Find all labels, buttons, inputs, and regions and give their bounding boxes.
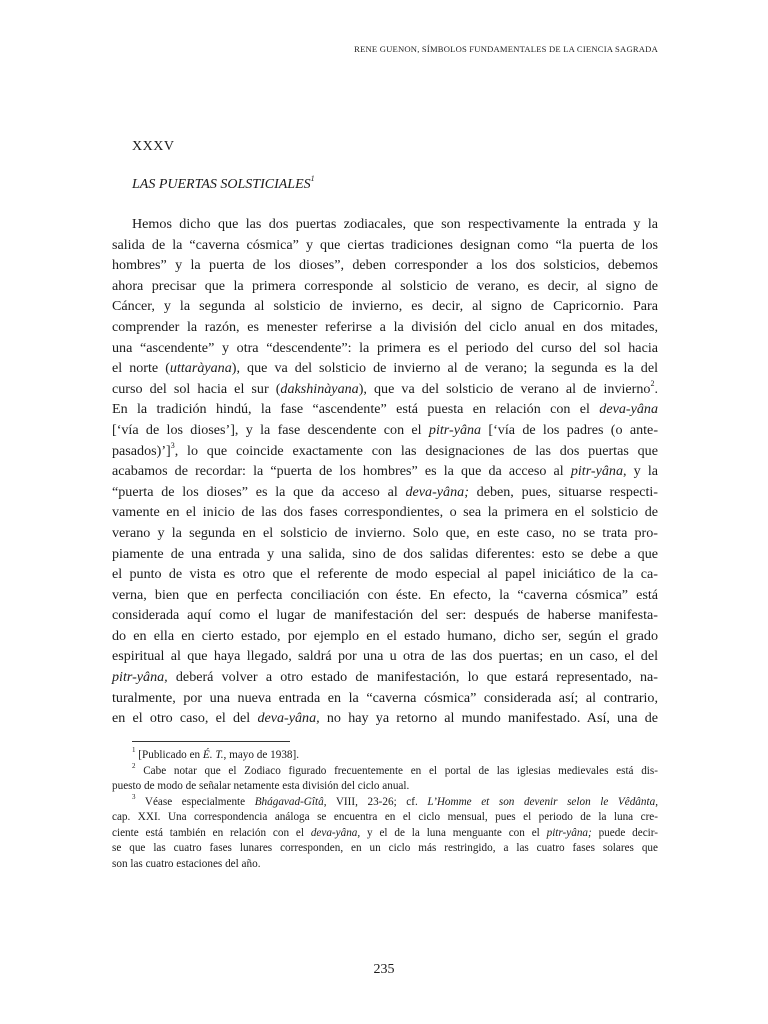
footnote-line: se que las cuatro fases lunares corresponden, en un ciclo más restringido, a las cuatro fases solares que (112, 842, 658, 854)
text-line: espiritual al que haya llegado, saldrá por una u otra de las dos puertas; en un caso, el del (112, 648, 658, 665)
footnote-line: son las cuatro estaciones del año. (112, 857, 261, 870)
italic-term: pitr-yâna; (546, 826, 592, 839)
text-line: acabamos de recordar: la “puerta de los hombres” es la que da acceso al pitr-yâna, y la (112, 463, 658, 480)
footnote-ref: 1 (132, 746, 136, 755)
footnote-line: $^1$ [Publicado en É. T., mayo de 1938]. (132, 746, 300, 761)
chapter-title-text: LAS PUERTAS SOLSTICIALES (132, 177, 311, 192)
text-line: en el otro caso, el del deva-yâna, no hay ya retorno al mundo manifestado. Así, una de (112, 710, 658, 727)
footnote-rule (132, 741, 290, 742)
footnote-1 (112, 748, 658, 764)
italic-term: uttaràyana (169, 360, 232, 377)
text-line: “puerta de los dioses” es la que da acceso al deva-yâna; deben, pues, situarse respecti- (112, 483, 658, 500)
footnote-line: cap. XXI. Una correspondencia análoga se encuentra en el ciclo mensual, pues el periodo de la luna cre- (112, 811, 658, 823)
chapter-title (132, 174, 315, 193)
italic-term: Bhágavad-Gîtâ (254, 795, 324, 808)
italic-term: deva-yâna (599, 401, 658, 418)
text-line: verano y la segunda en el solsticio de invierno. Solo que, en este caso, no se trata pro- (112, 524, 658, 541)
text-line: pitr-yâna, deberá volver a otro estado de manifestación, lo que estará representado, na- (112, 669, 658, 686)
footnote-line: ciente está también en relación con el deva-yâna, y el de la luna menguante con el pitr-yâna; puede decir- (112, 826, 658, 839)
text-line: Cáncer, y la segunda al solsticio de invierno, es decir, al signo de Capricornio. Para (112, 298, 658, 315)
italic-term: dakshinàyana (280, 380, 359, 397)
text-line: turalmente, por una nueva entrada en la “caverna cósmica” considerada así; al contrario, (112, 689, 658, 706)
body-paragraph (112, 214, 658, 729)
text-line: En la tradición hindú, la fase “ascendente” está puesta en relación con el deva-yâna (112, 401, 658, 418)
text-line: ahora precisar que la primera corresponde al solsticio de verano, es decir, al signo de (112, 277, 658, 294)
footnotes (112, 748, 658, 872)
chapter-number: XXXV (132, 139, 175, 154)
footnote-line: puesto de modo de señalar netamente esta división del ciclo anual. (112, 780, 410, 792)
footnote-ref: 1 (310, 174, 315, 184)
footnote-line: $^3$ Véase especialmente Bhágavad-Gîtâ, VIII, 23-26; cf. L’Homme et son devenir selon le Vêdânta, (132, 792, 658, 808)
footnote-ref: 3 (132, 792, 136, 801)
text-line: vamente en el inicio de las dos fases correspondientes, o sea la primera en el solsticio de (112, 504, 658, 521)
footnote-3 (112, 792, 658, 873)
text-line: comprender la razón, es menester referirse a la división del ciclo anual en dos mitades, (112, 318, 658, 335)
text-line: curso del sol hacia el sur (dakshinàyana), que va del solsticio de verano al de invierno$^2$. (112, 379, 659, 397)
page-number: 235 (373, 962, 395, 977)
text-line: hombres” y la puerta de los dioses”, deben corresponder a los dos solsticios, debemos (112, 257, 658, 274)
text-line: Hemos dicho que las dos puertas zodiacales, que son respectivamente la entrada y la (132, 216, 658, 232)
footnote-ref: 2 (650, 379, 655, 389)
text-line: do en ella en cierto estado, por ejemplo en el estado humano, dicho ser, según el grado (112, 627, 658, 644)
italic-term: deva-yâna, (257, 710, 320, 727)
footnote-ref: 2 (132, 761, 136, 770)
text-line: piamente de una entrada y una salida, sino de dos salidas diferentes: esto se debe a que (112, 545, 658, 562)
text-line: el punto de vista es otro que el referente de modo especial al papel iniciático de la ca- (112, 566, 658, 583)
italic-term: deva-yâna, (310, 826, 361, 839)
italic-term: deva-yâna; (405, 483, 469, 500)
footnote-ref: 3 (170, 440, 175, 450)
running-header: RENE GUENON, SÍMBOLOS FUNDAMENTALES DE LA CIENCIA SAGRADA (354, 44, 658, 54)
footnote-2 (112, 761, 658, 795)
italic-term: pitr-yâna (428, 421, 482, 438)
footnote-line: $^2$ Cabe notar que el Zodiaco figurado frecuentemente en el portal de las iglesias medievales está dis- (132, 761, 658, 777)
text-line: pasados)’]$^3$, lo que coincide exactamente con las designaciones de las dos puertas que (112, 440, 658, 459)
text-line: salida de la “caverna cósmica” y que ciertas tradiciones designan como “la puerta de los (112, 236, 658, 253)
text-line: verna, bien que en perfecta conciliación con éste. En efecto, la “caverna cósmica” está (112, 586, 658, 603)
italic-term: pitr-yâna, (112, 669, 168, 686)
italic-term: L’Homme et son devenir selon le Vêdânta (427, 795, 656, 808)
text-line: [‘vía de los dioses’], y la fase descendente con el pitr-yâna [‘vía de los padres (o ante- (112, 421, 659, 438)
text-line: considerada aquí como el lugar de manifestación del ser: después de haberse manifesta- (112, 607, 658, 624)
italic-term: pitr-yâna (570, 463, 624, 480)
italic-term: É. T. (202, 749, 224, 761)
text-line: el norte (uttaràyana), que va del solsticio de invierno al de verano; la segunda es la del (112, 360, 658, 377)
text-line: una “ascendente” y otra “descendente”: la primera es el periodo del curso del sol hacia (112, 339, 658, 356)
